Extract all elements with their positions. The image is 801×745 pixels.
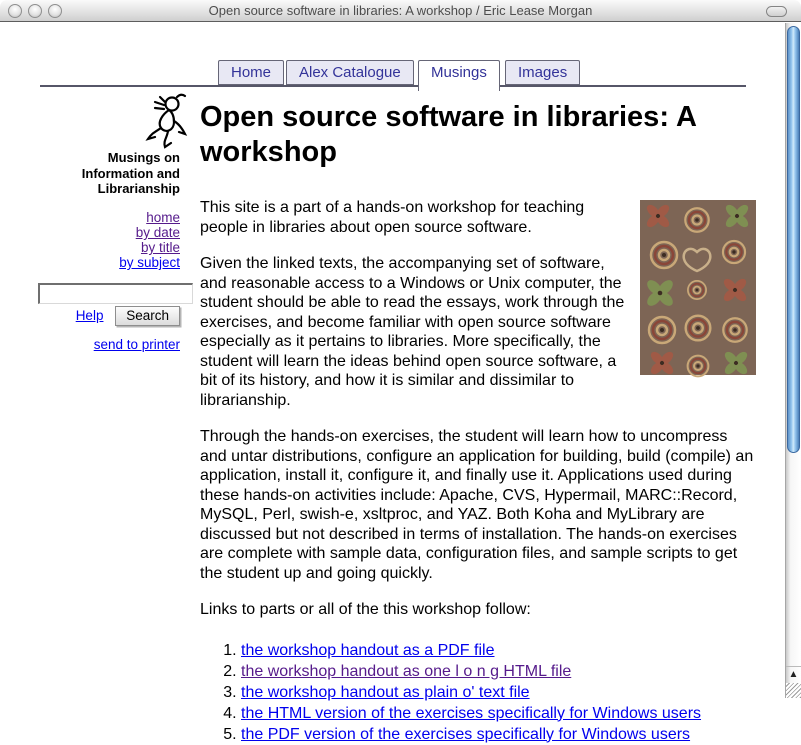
sidebar-item-home[interactable]: home <box>146 210 180 225</box>
link-exercises-html-windows[interactable]: the HTML version of the exercises specifically for Windows users <box>241 704 702 722</box>
links-intro: Links to parts or all of the this workshop follow: <box>200 601 531 618</box>
tab-alex-catalogue[interactable]: Alex Catalogue <box>286 60 414 85</box>
window-titlebar <box>0 0 801 22</box>
search-row <box>38 306 180 326</box>
list-item <box>241 640 756 661</box>
sidebar-nav <box>55 210 180 270</box>
search-input[interactable] <box>38 283 193 304</box>
help-link[interactable]: Help <box>75 308 104 323</box>
page-title: Open source software in libraries: A workshop <box>200 101 696 168</box>
link-handout-html[interactable]: the workshop handout as one l o n g HTML file <box>241 662 572 680</box>
scrollbar-thumb[interactable] <box>787 26 800 453</box>
list-item <box>241 703 756 724</box>
list-item <box>241 682 756 703</box>
link-handout-pdf[interactable]: the workshop handout as a PDF file <box>241 641 495 659</box>
intro-paragraph: This site is a part of a hands-on workshop for teaching people in libraries about open source software. <box>200 199 585 236</box>
list-item <box>241 724 756 745</box>
workshop-links-list <box>200 640 756 745</box>
window-title: Open source software in libraries: A workshop / Eric Lease Morgan <box>208 3 593 18</box>
search-button[interactable]: Search <box>115 306 180 326</box>
toolbar-toggle-icon[interactable] <box>766 6 787 17</box>
musings-logo-icon <box>140 94 190 153</box>
overview-paragraph: Given the linked texts, the accompanying set of software, and reasonable access to a Windows or Unix computer, the student should be able to read the essays, work through the exercises, and become familiar with open source software especially as it pertains to libraries. More specifically, the student will learn the ideas behind open source software, a bit of its history, and how it is similar and dissimilar to librarianship. <box>200 255 625 409</box>
send-to-printer-link[interactable]: send to printer <box>93 337 180 352</box>
tab-images[interactable]: Images <box>505 60 580 85</box>
link-exercises-pdf-windows[interactable]: the PDF version of the exercises specifically for Windows users <box>241 725 691 743</box>
scroll-up-icon[interactable]: ▲ <box>786 666 801 682</box>
tab-bar <box>0 60 785 92</box>
sidebar-item-by-subject[interactable]: by subject <box>119 255 180 270</box>
sidebar-item-by-date[interactable]: by date <box>135 225 180 240</box>
vertical-scrollbar[interactable] <box>785 23 801 698</box>
list-item <box>241 661 756 682</box>
tab-home[interactable]: Home <box>218 60 284 85</box>
sidebar-item-by-title[interactable]: by title <box>140 240 180 255</box>
main-content <box>200 100 756 745</box>
site-title: Musings on Information and Librarianship <box>81 150 180 196</box>
exercises-paragraph: Through the hands-on exercises, the student will learn how to uncompress and untar distributions, configure an application for building, build (compile) an application, install it, configure it, and finally use it. Applications used during these hands-on activities include: Apache, CVS, Hypermail, MARC::Record, MySQL, Perl, swish-e, xsltproc, and YAZ. Both Koha and MyLibrary are discussed but not described in terms of installation. The hands-on exercises are complete with sample data, configuration files, and sample scripts to get the student up and going quickly. <box>200 428 754 582</box>
resize-grip-icon[interactable] <box>786 683 801 698</box>
aboriginal-painting-image <box>640 200 756 375</box>
tab-musings[interactable]: Musings <box>418 60 500 91</box>
link-handout-text[interactable]: the workshop handout as plain o' text file <box>241 683 530 701</box>
printer-row <box>38 337 180 352</box>
tab-rule <box>40 85 746 87</box>
